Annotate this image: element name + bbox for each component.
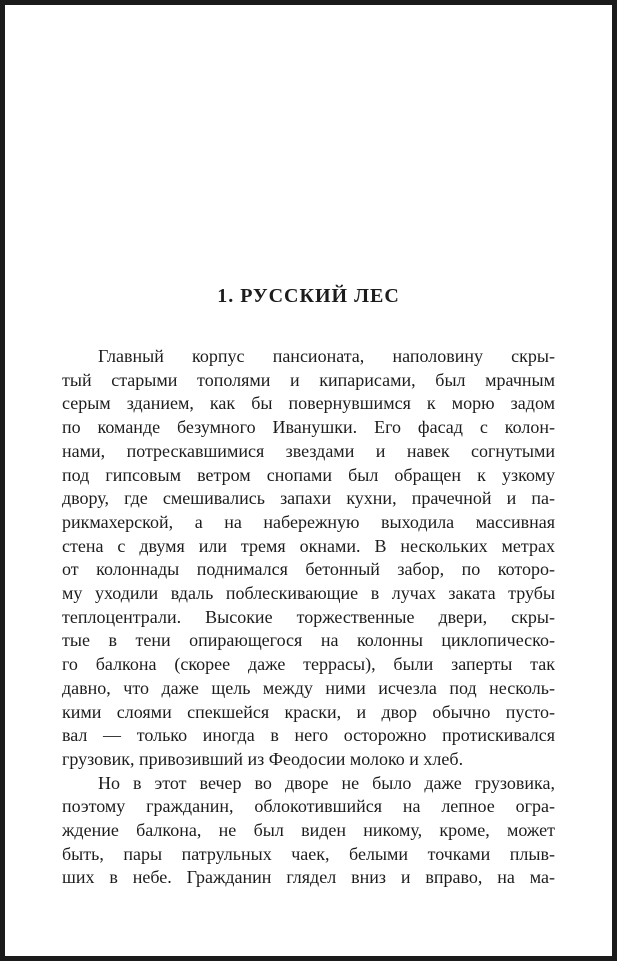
text-line: го балкона (скорее даже террасы), были заперты так xyxy=(62,654,555,675)
text-line: двору, где смешивались запахи кухни, прачечной и па- xyxy=(62,488,555,509)
text-line: поэтому гражданин, облокотившийся на лепное огра- xyxy=(62,796,555,817)
text-line: кими слоями спекшейся краски, и двор обычно пусто- xyxy=(62,701,555,722)
chapter-title: 1. РУССКИЙ ЛЕС xyxy=(217,285,400,307)
text-line: быть, пары патрульных чаек, белыми точками плыв- xyxy=(62,843,555,864)
text-line: от колоннады поднимался бетонный забор, по которо- xyxy=(62,559,555,580)
text-line: давно, что даже щель между ними исчезла под несколь- xyxy=(62,677,555,698)
text-line: грузовик, привозивший из Феодосии молоко и хлеб. xyxy=(62,748,464,769)
text-line: под гипсовым ветром снопами был обращен к узкому xyxy=(62,464,555,485)
page-text xyxy=(62,345,555,890)
text-line: серым зданием, как бы повернувшимся к морю задом xyxy=(62,393,555,414)
text-line: Но в этот вечер во дворе не было даже грузовика, xyxy=(98,772,555,793)
text-line: теплоцентрали. Высокие торжественные двери, скры- xyxy=(62,606,555,627)
text-line: рикмахерской, а на набережную выходила массивная xyxy=(62,511,555,532)
text-line: тый старыми тополями и кипарисами, был мрачным xyxy=(62,369,555,390)
text-line: Главный корпус пансионата, наполовину скры- xyxy=(98,346,555,366)
text-line: ждение балкона, не был виден никому, кроме, может xyxy=(62,820,555,841)
text-line: нами, потрескавшимися звездами и навек согнутыми xyxy=(62,440,555,461)
text-line: ших в небе. Гражданин глядел вниз и вправо, на ма- xyxy=(62,867,555,888)
text-line: по команде безумного Иванушки. Его фасад с колон- xyxy=(62,417,555,438)
text-line: тые в тени опирающегося на колонны циклопическо- xyxy=(62,630,555,651)
text-line: му уходили вдаль поблескивающие в лучах заката трубы xyxy=(62,583,555,604)
text-line: стена с двумя или тремя окнами. В нескольких метрах xyxy=(62,535,555,556)
text-line: вал — только иногда в него осторожно протискивался xyxy=(62,725,555,746)
